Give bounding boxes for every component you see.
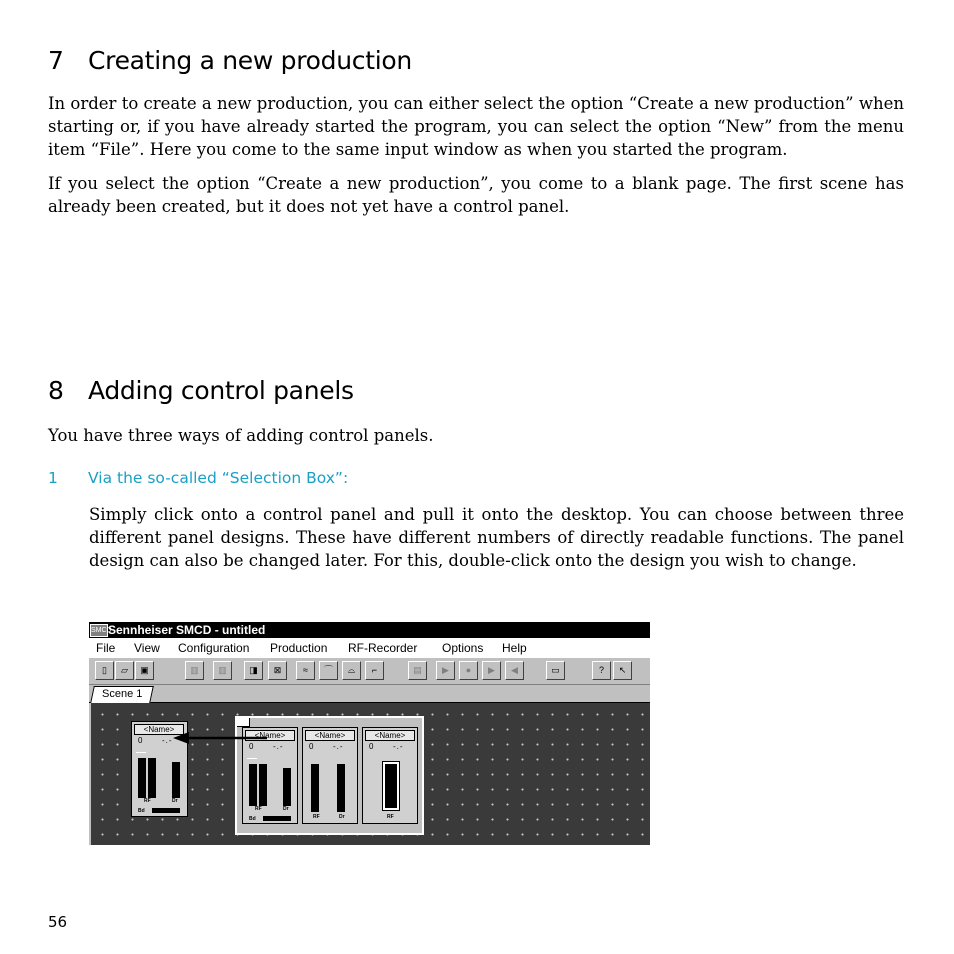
next-icon[interactable]: ▶	[482, 661, 501, 680]
battery-bar	[152, 808, 180, 813]
menu-options[interactable]: Options	[442, 641, 484, 655]
scene-tab-row	[89, 685, 650, 703]
save-disk-icon[interactable]: ▣	[135, 661, 154, 680]
cut-icon[interactable]: ⊠	[268, 661, 287, 680]
scene-desktop[interactable]	[91, 703, 650, 845]
panel-readout: -.-	[333, 742, 344, 751]
af-label: Dr	[283, 806, 289, 812]
af-label: Dr	[339, 814, 345, 820]
level-bar	[259, 764, 267, 806]
paragraph: You have three ways of adding control panels.	[48, 426, 434, 445]
section-heading-8	[48, 376, 354, 405]
selection-box-handle[interactable]	[237, 718, 250, 727]
help-icon[interactable]: ?	[592, 661, 611, 680]
level-bar	[383, 762, 399, 810]
window-title: Sennheiser SMCD - untitled	[108, 623, 266, 637]
wave1-icon[interactable]: ≈	[296, 661, 315, 680]
panel1-icon[interactable]: ▥	[185, 661, 204, 680]
level-bar	[311, 764, 319, 812]
panel-design-2[interactable]	[302, 727, 358, 824]
menu-help[interactable]: Help	[502, 641, 527, 655]
wave3-icon[interactable]: ⌓	[342, 661, 361, 680]
system-menu-icon[interactable]: SMCD	[90, 624, 108, 637]
subheading-title: Via the so-called “Selection Box”:	[88, 469, 349, 487]
drag-arrow-icon	[171, 731, 271, 745]
rf-label: RF	[387, 814, 394, 820]
rf-label: RF	[313, 814, 320, 820]
subheading	[48, 469, 348, 487]
wave2-icon[interactable]: ⌒	[319, 661, 338, 680]
section-title: Adding control panels	[88, 376, 354, 405]
panel-value: 0	[369, 742, 374, 751]
level-tick	[136, 752, 146, 753]
title-bar	[89, 622, 650, 638]
toolbar	[89, 658, 650, 685]
tab-label: Scene 1	[101, 688, 143, 700]
level-bar	[283, 768, 291, 806]
panel-name: <Name>	[305, 730, 355, 741]
level-bar	[337, 764, 345, 812]
level-tick	[247, 758, 257, 759]
subheading-number: 1	[48, 469, 58, 487]
paragraph: If you select the option “Create a new production”, you come to a blank page. The first scene has already been created, but it does not yet have a control panel.	[48, 174, 904, 216]
rf-label: RF	[144, 798, 151, 804]
paragraph: Simply click onto a control panel and pull it onto the desktop. You can choose between three different panel designs. These have different numbers of directly readable functions. The panel design can also be changed later. For this, double-click onto the design you wish to change.	[89, 505, 904, 570]
rf-label: RF	[255, 806, 262, 812]
section-number: 7	[48, 46, 64, 75]
section-number: 8	[48, 376, 64, 405]
play-icon[interactable]: ▶	[436, 661, 455, 680]
app-screenshot	[89, 622, 650, 845]
section-title: Creating a new production	[88, 46, 412, 75]
monitor-icon[interactable]: ▭	[546, 661, 565, 680]
open-folder-icon[interactable]: ▱	[115, 661, 134, 680]
panel-readout: -.-	[273, 742, 284, 751]
panel-name: <Name>	[134, 724, 184, 735]
menu-bar	[89, 638, 650, 658]
new-file-icon[interactable]: ▯	[95, 661, 114, 680]
panel-readout: -.-	[393, 742, 404, 751]
level-bar	[148, 758, 156, 798]
panel-design-3[interactable]	[362, 727, 418, 824]
prev-icon[interactable]: ◀	[505, 661, 524, 680]
panel-name: <Name>	[365, 730, 415, 741]
record-icon[interactable]: ●	[459, 661, 478, 680]
panel-value: 0	[249, 742, 254, 751]
level-icon[interactable]: ⌐	[365, 661, 384, 680]
page-number: 56	[48, 913, 68, 931]
level-bar	[249, 764, 257, 806]
speaker-icon[interactable]: ◨	[244, 661, 263, 680]
context-help-icon[interactable]: ↖	[613, 661, 632, 680]
panel-value: 0	[138, 736, 143, 745]
menu-view[interactable]: View	[134, 641, 160, 655]
menu-production[interactable]: Production	[270, 641, 328, 655]
battery-label: Bd	[249, 816, 256, 822]
battery-label: Bd	[138, 808, 145, 814]
menu-configuration[interactable]: Configuration	[178, 641, 250, 655]
menu-file[interactable]: File	[96, 641, 116, 655]
level-bar	[138, 758, 146, 798]
panel-value: 0	[309, 742, 314, 751]
battery-bar	[263, 816, 291, 821]
panel-readout: -.-	[162, 736, 173, 745]
display-icon[interactable]: ▤	[408, 661, 427, 680]
section-heading-7	[48, 46, 412, 75]
paragraph: In order to create a new production, you can either select the option “Create a new production” when starting or, if you have already started the program, you can select the option “New” from the menu item “File”. Here you come to the same input window as when you started the program.	[48, 94, 904, 159]
panel-name: <Name>	[245, 730, 295, 741]
menu-rf-recorder[interactable]: RF-Recorder	[348, 641, 418, 655]
panel2-icon[interactable]: ▥	[213, 661, 232, 680]
level-bar	[172, 762, 180, 798]
af-label: Dr	[172, 798, 178, 804]
tab-scene-1[interactable]	[90, 686, 154, 703]
